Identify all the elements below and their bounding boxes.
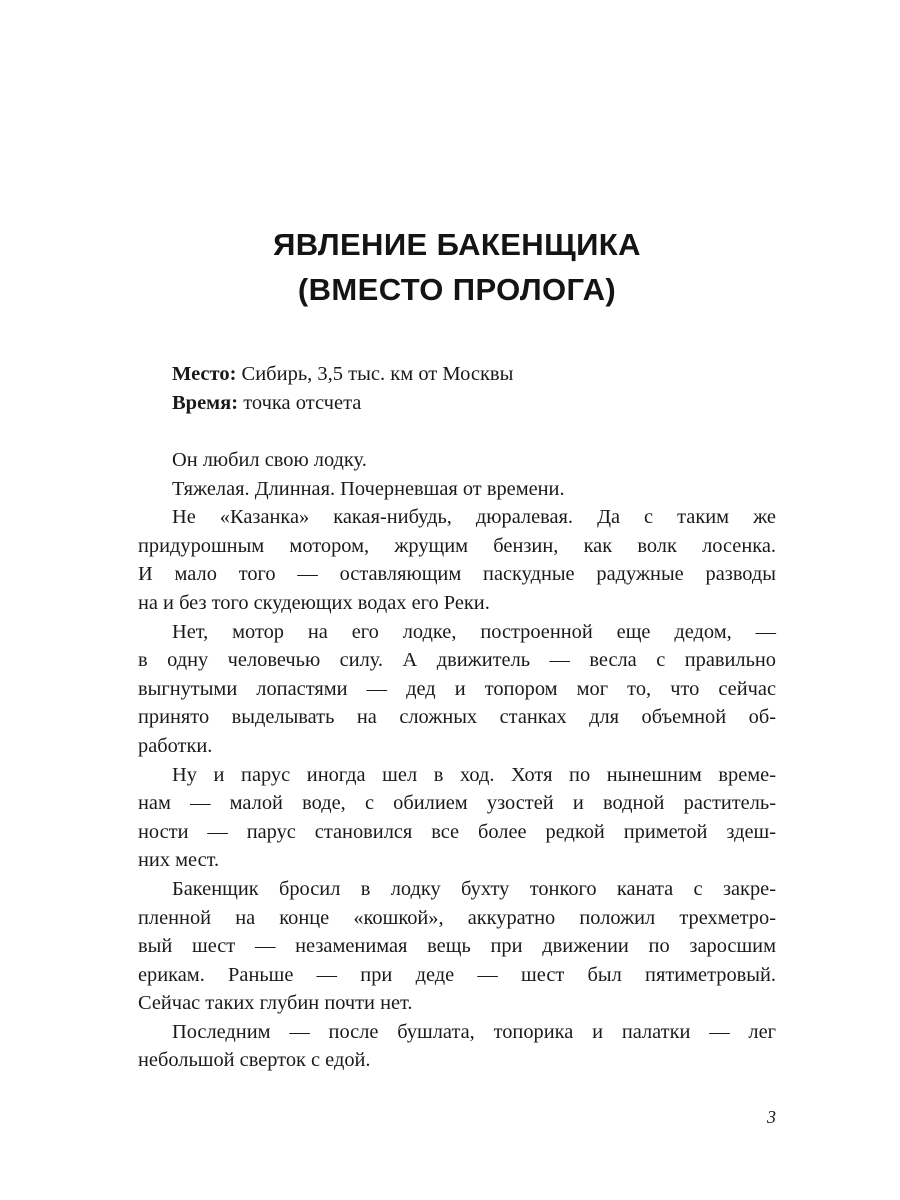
text-column	[138, 0, 776, 1075]
text-line: придурошным мотором, жрущим бензин, как волк лосенка.	[138, 534, 776, 557]
paragraph	[138, 1018, 776, 1075]
text-line: небольшой сверток с едой.	[138, 1049, 371, 1072]
metadata-time	[172, 389, 776, 418]
text-line: нам — малой воде, с обилием узостей и водной раститель-	[138, 792, 776, 815]
text-line: пленной на конце «кошкой», аккуратно положил трехметро-	[138, 906, 776, 929]
page-title	[138, 0, 776, 312]
paragraph	[138, 618, 776, 761]
metadata-time-value: точка отсчета	[238, 392, 362, 414]
text-line: Ну и парус иногда шел в ход. Хотя по нынешним време-	[172, 763, 776, 786]
text-line: ерикам. Раньше — при деде — шест был пятиметровый.	[138, 963, 776, 986]
page-number: 3	[767, 1107, 776, 1127]
text-line: Сейчас таких глубин почти нет.	[138, 992, 413, 1015]
paragraph	[138, 875, 776, 1018]
text-line: ности — парус становился все более редкой приметой здеш-	[138, 820, 776, 843]
metadata-time-label: Время:	[172, 392, 239, 414]
body-text	[138, 418, 776, 1075]
metadata-place-value: Сибирь, 3,5 тыс. км от Москвы	[236, 363, 514, 385]
text-line: выгнутыми лопастями — дед и топором мог то, что сейчас	[138, 677, 776, 700]
text-line: Последним — после бушлата, топорика и палатки — лег	[172, 1020, 776, 1043]
chapter-metadata	[138, 312, 776, 418]
text-line: на и без того скудеющих водах его Реки.	[138, 591, 490, 614]
text-line: Бакенщик бросил в лодку бухту тонкого каната с закре-	[172, 877, 776, 900]
text-line: И мало того — оставляющим паскудные радужные разводы	[138, 563, 776, 586]
paragraph	[138, 446, 776, 475]
text-line: принято выделывать на сложных станках для объемной об-	[138, 706, 776, 729]
chapter-title-line-2: (ВМЕСТО ПРОЛОГА)	[297, 272, 617, 307]
text-line: работки.	[138, 734, 213, 757]
text-line: них мест.	[138, 849, 220, 872]
text-line: Не «Казанка» какая-нибудь, дюралевая. Да с таким же	[172, 506, 776, 529]
text-line: Он любил свою лодку.	[172, 449, 367, 471]
text-line: Нет, мотор на его лодке, построенной еще дедом, —	[172, 620, 776, 643]
chapter-title-line-1: ЯВЛЕНИЕ БАКЕНЩИКА	[273, 227, 641, 262]
metadata-place	[172, 360, 776, 389]
paragraph	[138, 475, 776, 504]
metadata-place-label: Место:	[172, 363, 237, 385]
paragraph	[138, 503, 776, 617]
text-line: в одну человечью силу. А движитель — весла с правильно	[138, 649, 776, 672]
text-line: Тяжелая. Длинная. Почерневшая от времени.	[172, 477, 565, 500]
text-line: вый шест — незаменимая вещь при движении по заросшим	[138, 935, 776, 958]
paragraph	[138, 761, 776, 875]
